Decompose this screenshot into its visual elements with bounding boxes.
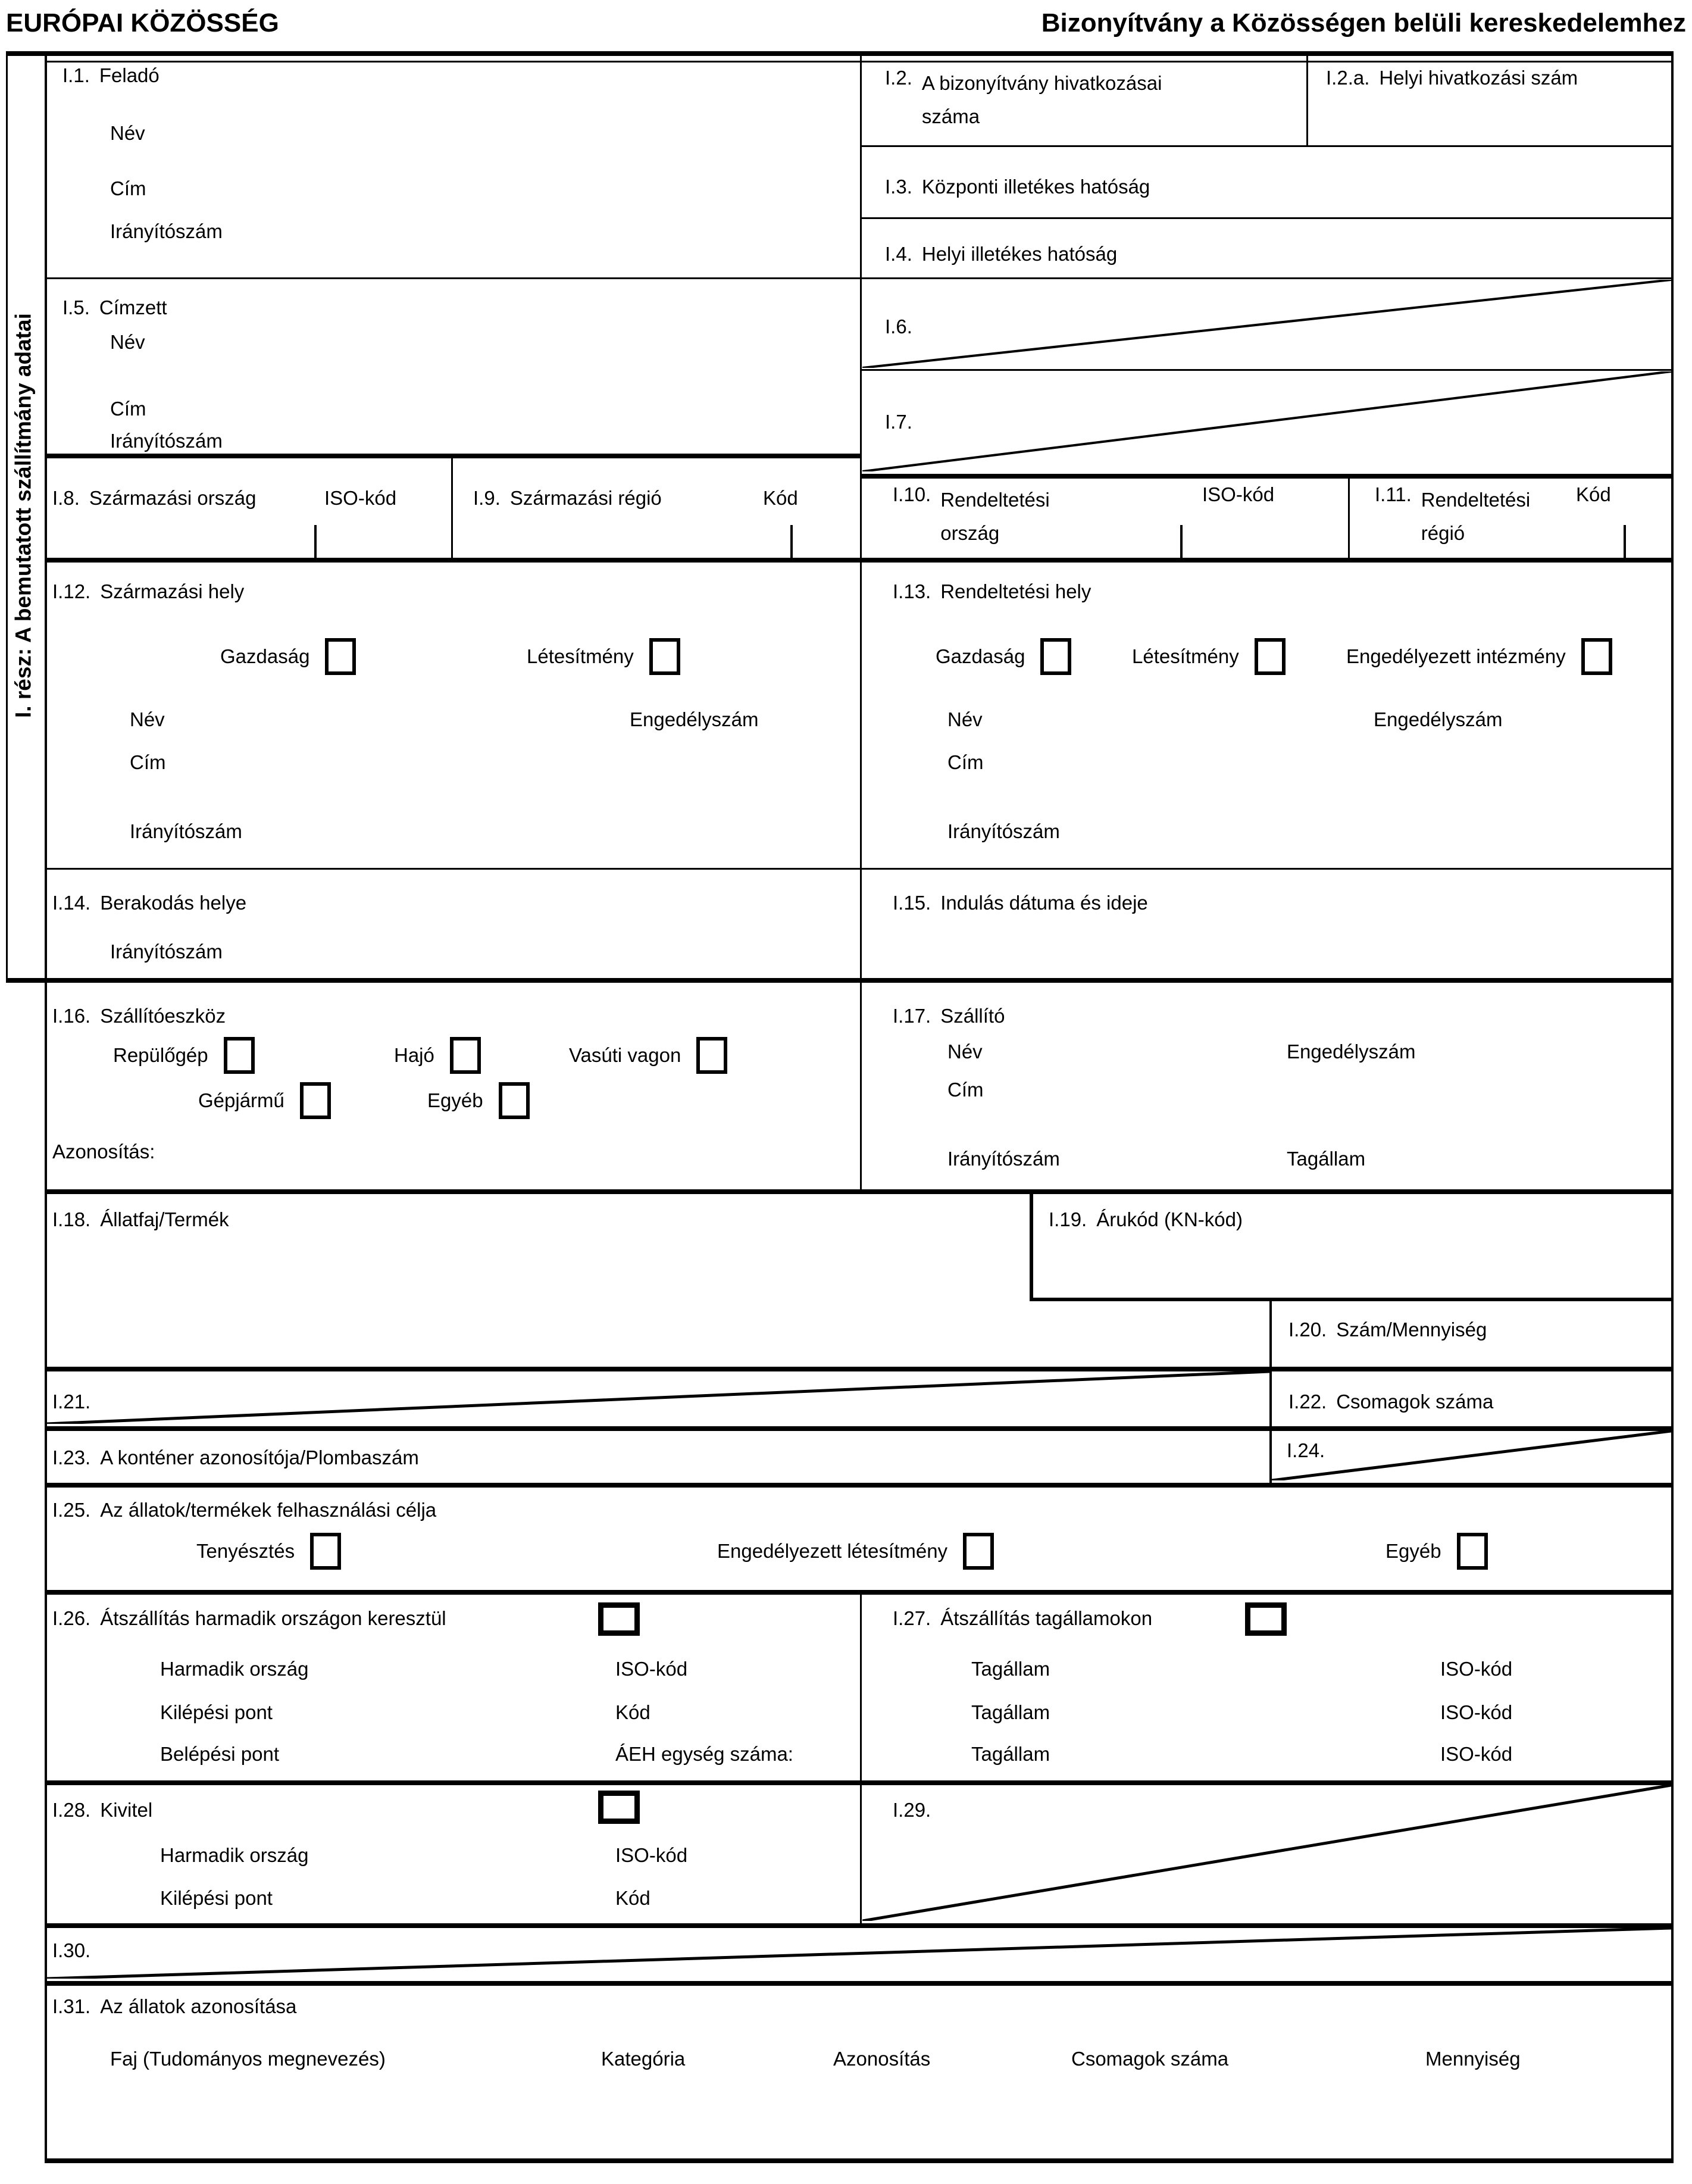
i22-label (1288, 1391, 1493, 1413)
i18-number: I.18. (52, 1208, 91, 1230)
i1-name-label: Név (110, 122, 145, 144)
i16-road-option (198, 1082, 331, 1119)
i2-label (885, 67, 1202, 133)
i5-label (62, 296, 167, 319)
i31-column-identification: Azonosítás (833, 2048, 931, 2070)
i13-holding-label: Gazdaság (936, 645, 1025, 667)
i31-column-packages: Csomagok száma (1071, 2048, 1229, 2070)
column-divider (1348, 474, 1350, 558)
i28-number: I.28. (52, 1799, 91, 1821)
i16-plane-checkbox[interactable] (224, 1037, 255, 1074)
i31-column-species: Faj (Tudományos megnevezés) (110, 2048, 386, 2070)
i6-label: I.6. (885, 315, 912, 338)
i24-diagonal (1272, 1431, 1671, 1480)
i2a-title: Helyi hivatkozási szám (1379, 67, 1578, 89)
i26-checkbox[interactable] (598, 1602, 640, 1636)
i12-establishment-checkbox[interactable] (649, 638, 680, 675)
row-divider (860, 145, 1674, 147)
i12-holding-label: Gazdaság (220, 645, 310, 667)
i16-number: I.16. (52, 1005, 91, 1027)
tick-mark (790, 525, 793, 558)
i27-iso-label-2: ISO-kód (1440, 1701, 1513, 1723)
column-divider (1030, 1189, 1033, 1298)
row-divider (45, 1981, 1674, 1986)
i5-title: Címzett (99, 296, 167, 318)
i12-address-label: Cím (130, 751, 166, 773)
i18-title: Állatfaj/Termék (100, 1208, 229, 1230)
i1-address-label: Cím (110, 177, 146, 199)
i1-label (62, 64, 159, 87)
row-divider (860, 474, 1674, 479)
i1-title: Feladó (99, 64, 159, 86)
row-divider (45, 277, 1674, 279)
i25-label (52, 1499, 436, 1521)
i4-label (885, 243, 1117, 265)
i31-column-quantity: Mennyiség (1425, 2048, 1521, 2070)
i12-label (52, 580, 244, 603)
i27-member-state-label-3: Tagállam (971, 1743, 1050, 1765)
i16-other-option (427, 1082, 530, 1119)
i28-third-country-label: Harmadik ország (160, 1844, 309, 1866)
i25-other-checkbox[interactable] (1457, 1533, 1488, 1570)
i16-plane-option (113, 1037, 255, 1074)
i3-label (885, 176, 1150, 198)
i17-title: Szállító (940, 1005, 1005, 1027)
i16-ship-label: Hajó (394, 1044, 434, 1066)
i12-number: I.12. (52, 580, 91, 602)
column-divider (1306, 54, 1308, 145)
i2-title: A bizonyítvány hivatkozásai száma (921, 72, 1162, 128)
i14-postcode-label: Irányítószám (110, 941, 223, 963)
i17-approval-label: Engedélyszám (1287, 1041, 1416, 1063)
i9-code-label: Kód (763, 487, 798, 509)
i13-postcode-label: Irányítószám (947, 820, 1060, 842)
i17-address-label: Cím (947, 1079, 984, 1101)
i23-label (52, 1446, 419, 1469)
i16-road-label: Gépjármű (198, 1089, 284, 1111)
i4-number: I.4. (885, 243, 912, 265)
i19-number: I.19. (1049, 1208, 1087, 1230)
row-divider (45, 1189, 1674, 1194)
i13-label (893, 580, 1091, 603)
i16-railway-option (569, 1037, 727, 1074)
i12-name-label: Név (130, 708, 165, 730)
i10-label (893, 483, 1083, 550)
i4-title: Helyi illetékes hatóság (921, 243, 1118, 265)
i10-title: Rendeltetési ország (940, 489, 1050, 545)
i17-number: I.17. (893, 1005, 931, 1027)
i12-holding-option (220, 638, 356, 675)
i15-number: I.15. (893, 892, 931, 914)
i16-other-checkbox[interactable] (499, 1082, 530, 1119)
i27-checkbox[interactable] (1245, 1602, 1287, 1636)
i27-iso-label-1: ISO-kód (1440, 1658, 1513, 1680)
i19-title: Árukód (KN-kód) (1096, 1208, 1243, 1230)
i26-number: I.26. (52, 1607, 91, 1629)
row-divider (45, 1367, 1674, 1371)
i30-label: I.30. (52, 1939, 91, 1961)
i3-number: I.3. (885, 176, 912, 198)
i16-ship-checkbox[interactable] (450, 1037, 481, 1074)
i31-number: I.31. (52, 1995, 91, 2017)
i8-label (52, 487, 256, 510)
sidebar-left-border (6, 54, 8, 978)
i11-code-label: Kód (1576, 483, 1611, 505)
i2-number: I.2. (885, 67, 912, 89)
i26-label (52, 1607, 446, 1630)
i14-title: Berakodás helye (100, 892, 247, 914)
i17-label (893, 1005, 1005, 1027)
i5-name-label: Név (110, 331, 145, 353)
i23-number: I.23. (52, 1446, 91, 1469)
row-divider (45, 558, 1674, 563)
i13-approved-body-option (1346, 638, 1612, 675)
i31-column-category: Kategória (601, 2048, 686, 2070)
i12-holding-checkbox[interactable] (325, 638, 356, 675)
i13-approved-body-label: Engedélyezett intézmény (1346, 645, 1566, 667)
i22-title: Csomagok száma (1336, 1391, 1494, 1413)
i26-third-country-label: Harmadik ország (160, 1658, 309, 1680)
row-divider (1030, 1298, 1674, 1301)
i13-number: I.13. (893, 580, 931, 602)
i24-label: I.24. (1287, 1439, 1325, 1461)
i5-postcode-label: Irányítószám (110, 430, 223, 452)
i8-title: Származási ország (89, 487, 257, 509)
i12-establishment-label: Létesítmény (527, 645, 634, 667)
i27-label (893, 1607, 1152, 1630)
i21-diagonal (47, 1371, 1269, 1424)
i25-approved-option (717, 1533, 994, 1570)
i28-label (52, 1799, 152, 1821)
column-divider (451, 454, 453, 558)
i13-holding-checkbox[interactable] (1040, 638, 1071, 675)
i17-name-label: Név (947, 1041, 983, 1063)
i25-approved-checkbox[interactable] (963, 1533, 994, 1570)
i26-code-label: Kód (615, 1701, 650, 1723)
i16-title: Szállítóeszköz (100, 1005, 226, 1027)
i17-member-state-label: Tagállam (1287, 1148, 1366, 1170)
i26-title: Átszállítás harmadik országon keresztül (100, 1607, 446, 1629)
i14-number: I.14. (52, 892, 91, 914)
row-divider (860, 217, 1674, 219)
i13-address-label: Cím (947, 751, 984, 773)
tick-mark (314, 525, 317, 558)
i27-number: I.27. (893, 1607, 931, 1629)
tick-mark (1180, 525, 1183, 558)
i17-postcode-label: Irányítószám (947, 1148, 1060, 1170)
i3-title: Központi illetékes hatóság (921, 176, 1150, 198)
i27-member-state-label-2: Tagállam (971, 1701, 1050, 1723)
row-divider (45, 1483, 1674, 1488)
i16-plane-label: Repülőgép (113, 1044, 208, 1066)
i9-title: Származási régió (509, 487, 662, 509)
i13-establishment-checkbox[interactable] (1255, 638, 1286, 675)
row-divider (860, 369, 1674, 371)
i26-iso-label: ISO-kód (615, 1658, 688, 1680)
i19-label (1049, 1208, 1243, 1231)
i13-establishment-option (1132, 638, 1286, 675)
i1-postcode-label: Irányítószám (110, 220, 223, 242)
i11-title: Rendeltetési régió (1421, 489, 1531, 545)
i27-member-state-label-1: Tagállam (971, 1658, 1050, 1680)
i20-number: I.20. (1288, 1318, 1327, 1341)
i10-number: I.10. (893, 483, 931, 505)
i13-title: Rendeltetési hely (940, 580, 1091, 602)
row-divider (6, 978, 1674, 983)
i26-aeh-label: ÁEH egység száma: (615, 1743, 793, 1765)
i11-label (1375, 483, 1564, 550)
i7-label: I.7. (885, 411, 912, 433)
i28-iso-label: ISO-kód (615, 1844, 688, 1866)
i27-iso-label-3: ISO-kód (1440, 1743, 1513, 1765)
i12-establishment-option (527, 638, 680, 675)
table-top-inner-border (45, 61, 1674, 63)
i30-diagonal (47, 1928, 1671, 1979)
i21-label: I.21. (52, 1391, 91, 1413)
row-divider (45, 1780, 1674, 1785)
i13-holding-option (936, 638, 1071, 675)
i14-label (52, 892, 246, 914)
i5-address-label: Cím (110, 398, 146, 420)
i2a-number: I.2.a. (1326, 67, 1370, 89)
i9-label (473, 487, 662, 510)
i9-number: I.9. (473, 487, 501, 509)
i28-exit-point-label: Kilépési pont (160, 1887, 273, 1909)
row-divider (45, 454, 862, 458)
i7-diagonal (862, 371, 1671, 471)
column-divider (860, 1590, 862, 1923)
i13-approved-body-checkbox[interactable] (1581, 638, 1612, 675)
i26-entry-point-label: Belépési pont (160, 1743, 279, 1765)
i12-approval-label: Engedélyszám (630, 708, 759, 730)
i15-label (893, 892, 1148, 914)
column-divider (860, 54, 862, 1189)
i20-label (1288, 1318, 1487, 1341)
i10-iso-label: ISO-kód (1202, 483, 1275, 505)
i18-label (52, 1208, 229, 1231)
i1-number: I.1. (62, 64, 90, 86)
row-divider (45, 1590, 1674, 1595)
i25-title: Az állatok/termékek felhasználási célja (100, 1499, 437, 1521)
i8-number: I.8. (52, 487, 80, 509)
i15-title: Indulás dátuma és ideje (940, 892, 1148, 914)
i31-label (52, 1995, 296, 2018)
table-top-border (6, 51, 1674, 56)
i28-checkbox[interactable] (598, 1791, 640, 1824)
page-title-left: EURÓPAI KÖZÖSSÉG (6, 8, 279, 38)
tick-mark (1624, 525, 1626, 558)
i13-name-label: Név (947, 708, 983, 730)
i16-other-label: Egyéb (427, 1089, 483, 1111)
table-bottom-border (45, 2158, 1674, 2163)
i25-other-option (1385, 1533, 1488, 1570)
i25-number: I.25. (52, 1499, 91, 1521)
i28-title: Kivitel (100, 1799, 153, 1821)
i26-exit-point-label: Kilépési pont (160, 1701, 273, 1723)
i12-title: Származási hely (100, 580, 245, 602)
i25-approved-label: Engedélyezett létesítmény (717, 1540, 948, 1562)
i25-breeding-checkbox[interactable] (310, 1533, 341, 1570)
i29-diagonal (862, 1785, 1671, 1921)
row-divider (45, 868, 1674, 870)
i8-iso-label: ISO-kód (324, 487, 397, 509)
i25-breeding-label: Tenyésztés (196, 1540, 295, 1562)
i2a-label (1326, 67, 1578, 89)
i22-number: I.22. (1288, 1391, 1327, 1413)
i12-postcode-label: Irányítószám (130, 820, 242, 842)
i16-railway-checkbox[interactable] (696, 1037, 727, 1074)
i5-number: I.5. (62, 296, 90, 318)
i25-other-label: Egyéb (1385, 1540, 1441, 1562)
i16-ship-option (394, 1037, 481, 1074)
i11-number: I.11. (1375, 483, 1412, 505)
i16-road-checkbox[interactable] (300, 1082, 331, 1119)
i20-title: Szám/Mennyiség (1336, 1318, 1487, 1341)
sidebar-part1-label: I. rész: A bemutatott szállítmány adatai (11, 313, 36, 718)
i29-label: I.29. (893, 1799, 931, 1821)
i31-title: Az állatok azonosítása (100, 1995, 297, 2017)
page-title-right: Bizonyítvány a Közösségen belüli kereskedelemhez (1041, 8, 1686, 38)
i6-diagonal (862, 280, 1671, 368)
i13-establishment-label: Létesítmény (1132, 645, 1239, 667)
i23-title: A konténer azonosítója/Plombaszám (100, 1446, 419, 1469)
table-left-border (45, 54, 47, 2163)
row-divider (45, 1426, 1674, 1431)
i25-breeding-option (196, 1533, 341, 1570)
i16-identification-label: Azonosítás: (52, 1141, 155, 1163)
i13-approval-label: Engedélyszám (1374, 708, 1503, 730)
i16-label (52, 1005, 226, 1027)
row-divider (45, 1923, 1674, 1928)
i28-code-label: Kód (615, 1887, 650, 1909)
i27-title: Átszállítás tagállamokon (940, 1607, 1153, 1629)
i16-railway-label: Vasúti vagon (569, 1044, 681, 1066)
